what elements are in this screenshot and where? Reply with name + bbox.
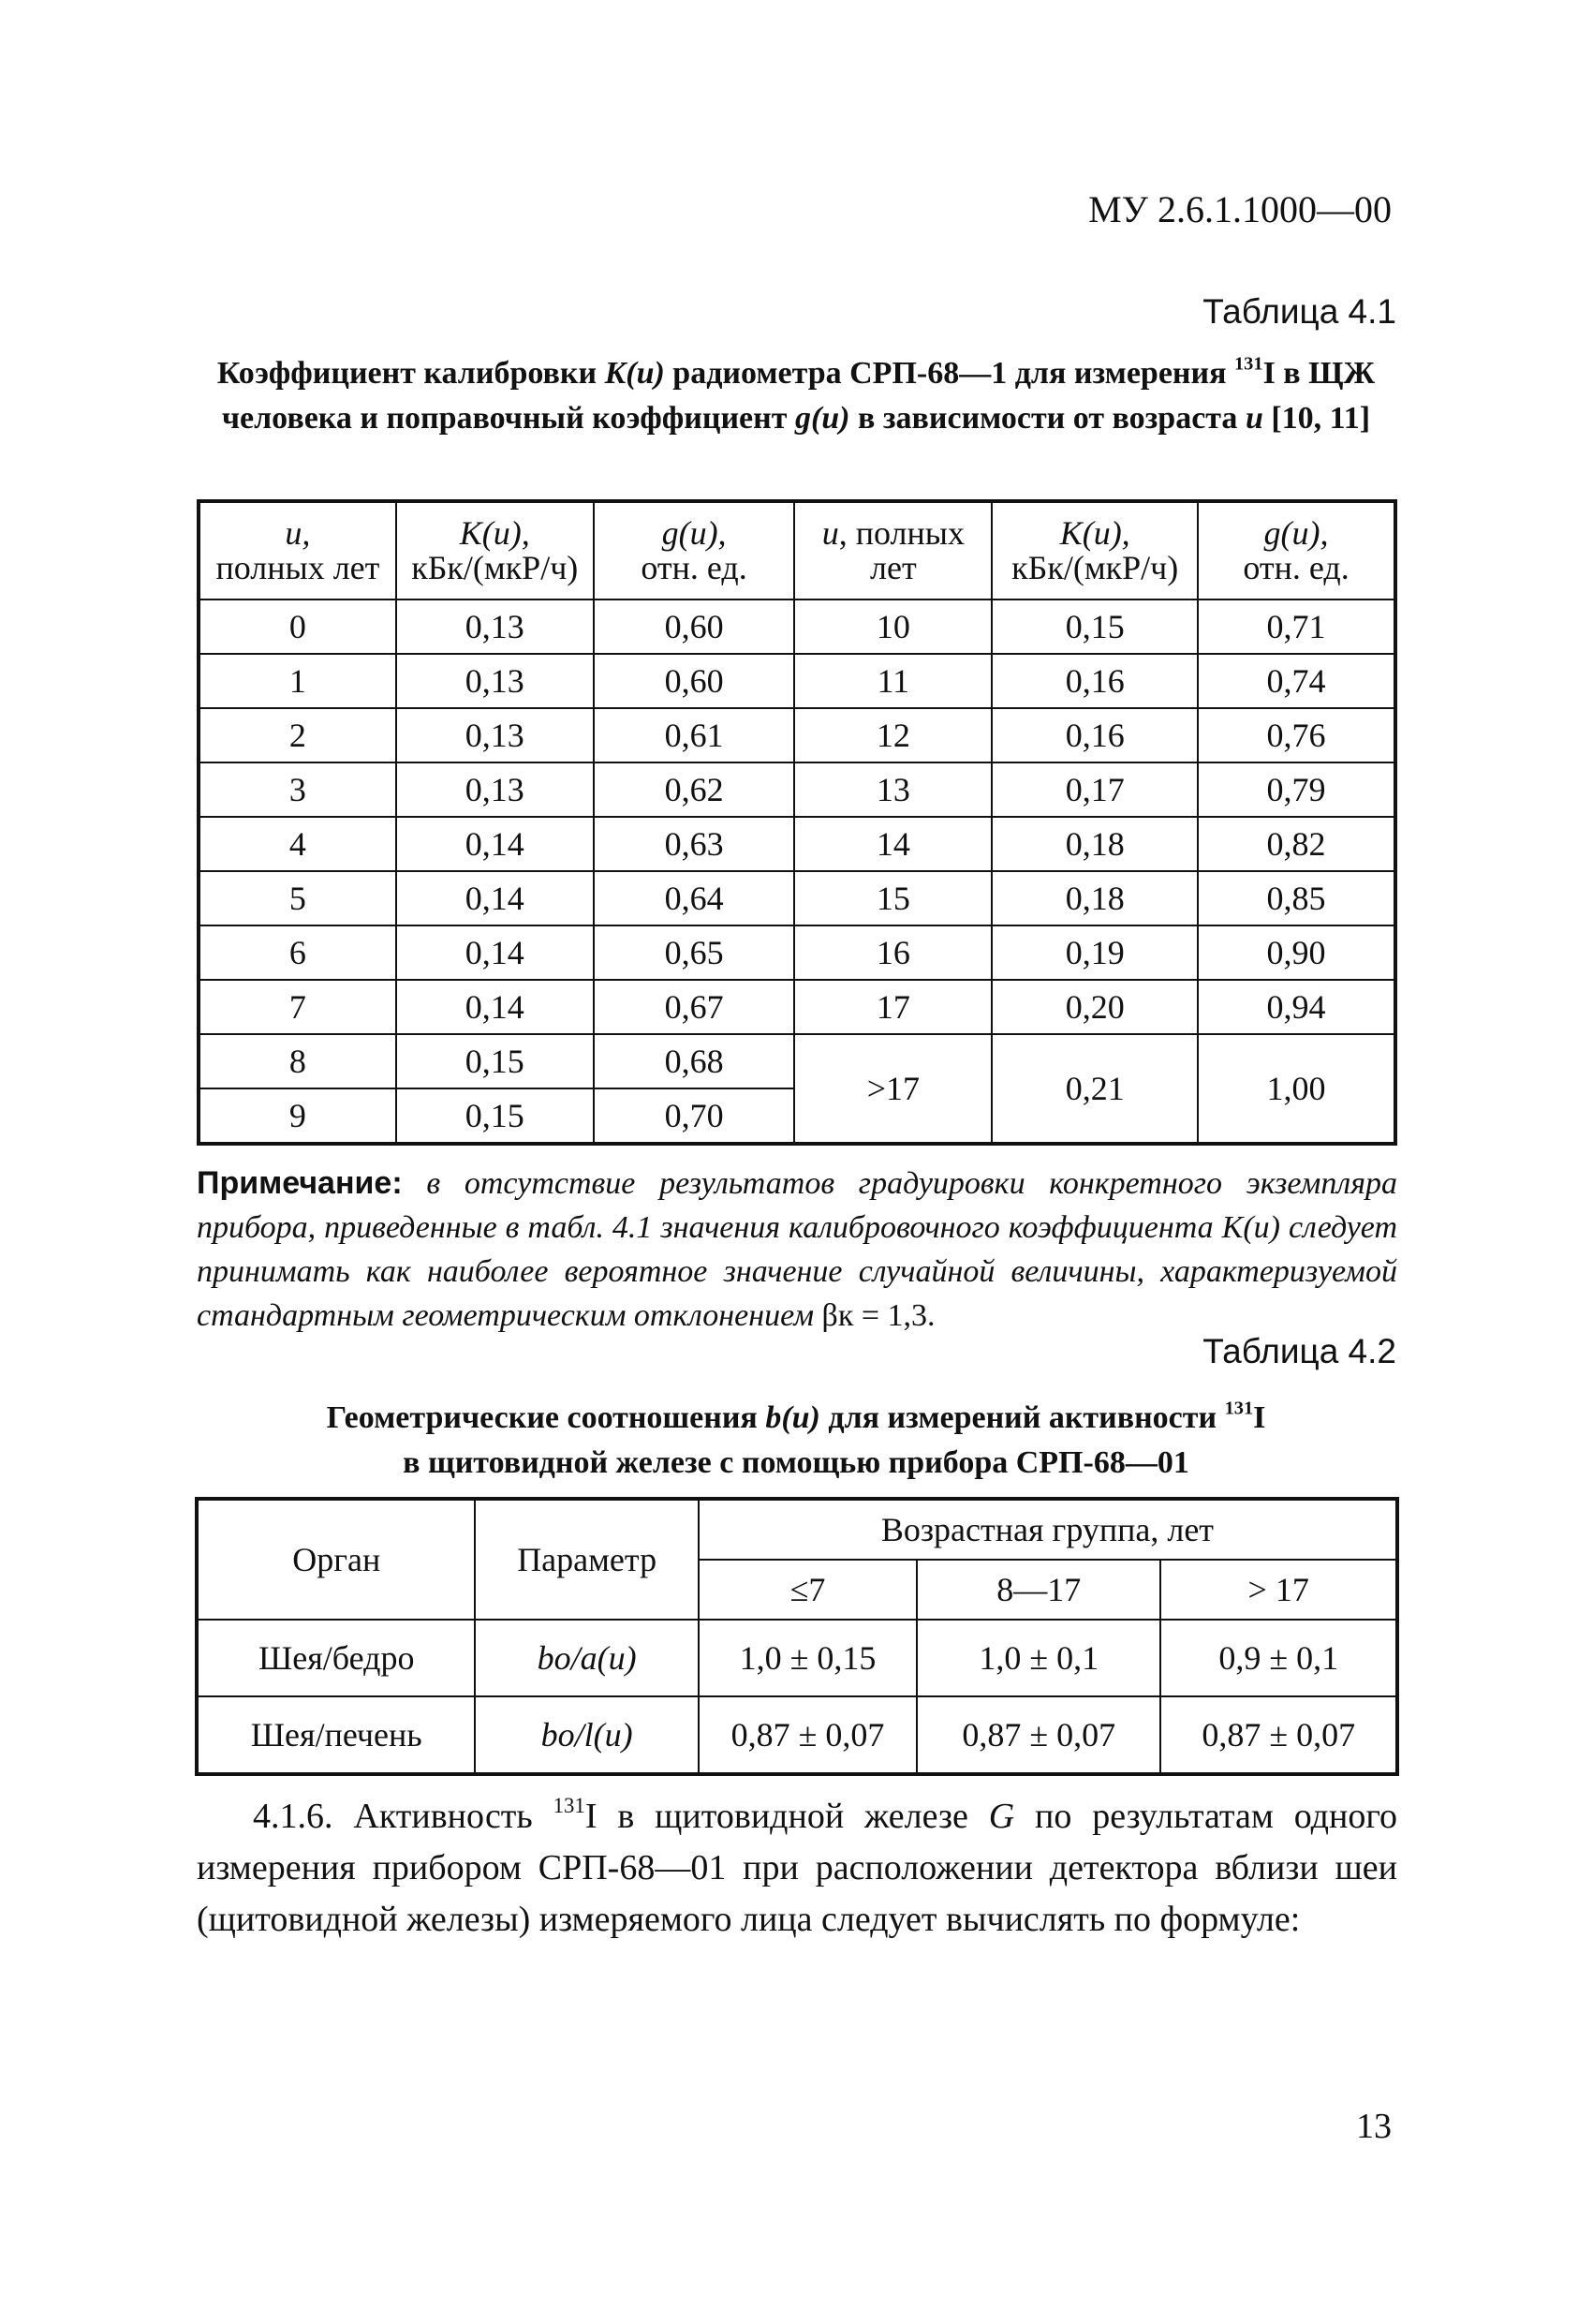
header-k-1: K(u), кБк/(мкР/ч) bbox=[396, 501, 594, 600]
header-k-2: K(u), кБк/(мкР/ч) bbox=[992, 501, 1198, 600]
cell: 1,0 ± 0,1 bbox=[917, 1620, 1160, 1696]
cell: 0,62 bbox=[594, 762, 795, 817]
cell: 0,87 ± 0,07 bbox=[1160, 1696, 1397, 1774]
cell: 1 bbox=[199, 654, 396, 708]
merged-cell-k: 0,21 bbox=[992, 1034, 1198, 1144]
cell: 0,63 bbox=[594, 817, 795, 871]
cell: 3 bbox=[199, 762, 396, 817]
table-row bbox=[197, 1696, 1397, 1774]
cell: 0,76 bbox=[1198, 708, 1395, 762]
cell: 0,82 bbox=[1198, 817, 1395, 871]
table-row bbox=[199, 925, 1395, 980]
header-g-2: g(u), отн. ед. bbox=[1198, 501, 1395, 600]
cell: 0,71 bbox=[1198, 600, 1395, 654]
table-row bbox=[199, 600, 1395, 654]
cell: 0,79 bbox=[1198, 762, 1395, 817]
header-organ: Орган bbox=[197, 1499, 475, 1620]
table-row bbox=[199, 871, 1395, 925]
cell: 0,87 ± 0,07 bbox=[917, 1696, 1160, 1774]
cell-param: bo/l(u) bbox=[475, 1696, 698, 1774]
cell: 0 bbox=[199, 600, 396, 654]
merged-cell-g: 1,00 bbox=[1198, 1034, 1395, 1144]
table-row bbox=[199, 654, 1395, 708]
cell: 0,9 ± 0,1 bbox=[1160, 1620, 1397, 1696]
cell: 6 bbox=[199, 925, 396, 980]
header-age-1: u, полных лет bbox=[199, 501, 396, 600]
cell: 0,94 bbox=[1198, 980, 1395, 1034]
header-group-1: ≤7 bbox=[699, 1560, 917, 1620]
cell-param: bo/a(u) bbox=[475, 1620, 698, 1696]
cell: 0,14 bbox=[396, 817, 594, 871]
cell: 12 bbox=[794, 708, 992, 762]
table-4-2-caption: Геометрические соотношения b(u) для измерений активности $^{131}$I в щитовидной железе с помощью прибора СРП-68—01 bbox=[326, 1398, 1266, 1480]
cell: 0,15 bbox=[396, 1034, 594, 1088]
cell: 0,13 bbox=[396, 708, 594, 762]
cell: 0,15 bbox=[396, 1088, 594, 1144]
cell: 0,15 bbox=[992, 600, 1198, 654]
cell: 0,16 bbox=[992, 708, 1198, 762]
cell-organ: Шея/печень bbox=[197, 1696, 475, 1774]
table-row bbox=[199, 1034, 1395, 1088]
paragraph-4-1-6: 4.1.6. Активность $^{131}$I в щитовидной железе G по результатам одного измерения прибором СРП-68—01 при расположении детектора вблизи шеи (щитовидной железы) измеряемого лица следует вычислять по формуле: bbox=[197, 1794, 1397, 1939]
document-code: МУ 2.6.1.1000—00 bbox=[1088, 188, 1392, 230]
cell: 9 bbox=[199, 1088, 396, 1144]
cell: 0,18 bbox=[992, 871, 1198, 925]
page-number: 13 bbox=[1356, 2107, 1392, 2146]
cell: 0,18 bbox=[992, 817, 1198, 871]
table-4-2-label: Таблица 4.2 bbox=[1202, 1332, 1396, 1370]
table-header-row bbox=[199, 501, 1395, 600]
cell: 0,74 bbox=[1198, 654, 1395, 708]
cell: 0,60 bbox=[594, 600, 795, 654]
cell: 0,17 bbox=[992, 762, 1198, 817]
merged-cell-age: >17 bbox=[794, 1034, 992, 1144]
cell: 8 bbox=[199, 1034, 396, 1088]
cell: 0,13 bbox=[396, 600, 594, 654]
header-param: Параметр bbox=[475, 1499, 698, 1620]
cell: 0,61 bbox=[594, 708, 795, 762]
cell: 0,20 bbox=[992, 980, 1198, 1034]
cell: 0,14 bbox=[396, 871, 594, 925]
cell: 0,14 bbox=[396, 980, 594, 1034]
cell: 0,65 bbox=[594, 925, 795, 980]
cell: 0,64 bbox=[594, 871, 795, 925]
cell: 0,67 bbox=[594, 980, 795, 1034]
cell: 0,13 bbox=[396, 654, 594, 708]
cell: 1,0 ± 0,15 bbox=[699, 1620, 917, 1696]
cell: 0,16 bbox=[992, 654, 1198, 708]
cell: 0,87 ± 0,07 bbox=[699, 1696, 917, 1774]
table-row bbox=[199, 708, 1395, 762]
table-row bbox=[197, 1620, 1397, 1696]
header-group-2: 8—17 bbox=[917, 1560, 1160, 1620]
cell: 0,90 bbox=[1198, 925, 1395, 980]
cell: 17 bbox=[794, 980, 992, 1034]
cell: 0,68 bbox=[594, 1034, 795, 1088]
cell: 10 bbox=[794, 600, 992, 654]
header-age-group: Возрастная группа, лет bbox=[699, 1499, 1397, 1560]
table-4-1-caption: Коэффициент калибровки K(u) радиометра СРП-68—1 для измерения $^{131}$I в ЩЖ человека и поправочный коэффициент g(u) в зависимости от возраста u [10, 11] bbox=[216, 353, 1376, 436]
geometry-table bbox=[195, 1497, 1399, 1776]
header-group-3: > 17 bbox=[1160, 1560, 1397, 1620]
cell: 4 bbox=[199, 817, 396, 871]
cell: 0,85 bbox=[1198, 871, 1395, 925]
table-header-row bbox=[197, 1499, 1397, 1560]
table-row bbox=[199, 762, 1395, 817]
cell: 16 bbox=[794, 925, 992, 980]
cell: 5 bbox=[199, 871, 396, 925]
table-row bbox=[199, 817, 1395, 871]
cell: 15 bbox=[794, 871, 992, 925]
cell: 0,14 bbox=[396, 925, 594, 980]
header-age-2: u, полных лет bbox=[794, 501, 992, 600]
calibration-table bbox=[197, 499, 1397, 1146]
cell: 0,13 bbox=[396, 762, 594, 817]
cell: 0,70 bbox=[594, 1088, 795, 1144]
cell: 11 bbox=[794, 654, 992, 708]
header-g-1: g(u), отн. ед. bbox=[594, 501, 795, 600]
table-note: Примечание: в отсутствие результатов градуировки конкретного экземпляра прибора, приведенные в табл. 4.1 значения калибровочного коэффициента K(u) следует принимать как наиболее вероятное значение случайной величины, характеризуемой стандартным геометрическим отклонением βк = 1,3. bbox=[197, 1165, 1398, 1333]
table-4-1-label: Таблица 4.1 bbox=[1202, 292, 1396, 331]
cell: 14 bbox=[794, 817, 992, 871]
cell: 0,60 bbox=[594, 654, 795, 708]
cell-organ: Шея/бедро bbox=[197, 1620, 475, 1696]
cell: 7 bbox=[199, 980, 396, 1034]
cell: 0,19 bbox=[992, 925, 1198, 980]
cell: 13 bbox=[794, 762, 992, 817]
table-row bbox=[199, 980, 1395, 1034]
cell: 2 bbox=[199, 708, 396, 762]
